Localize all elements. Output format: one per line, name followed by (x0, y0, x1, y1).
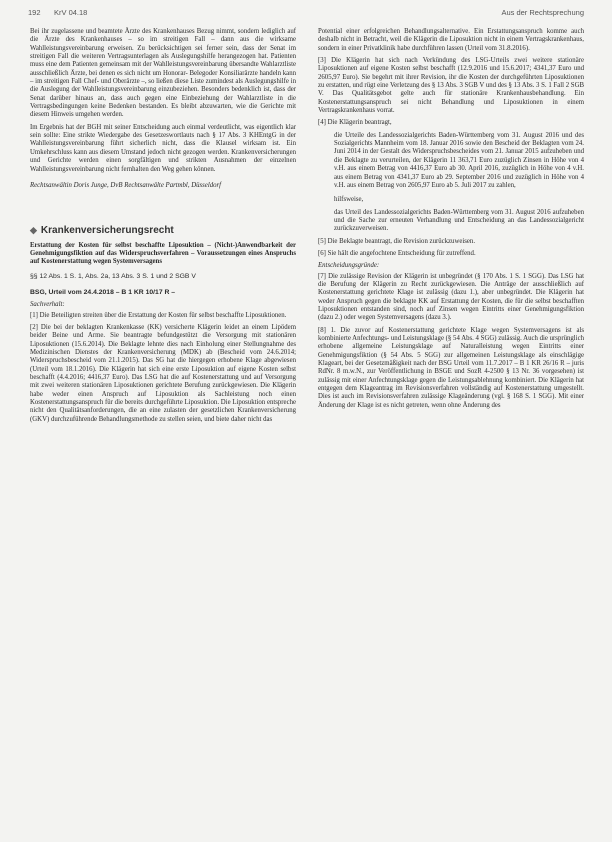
court-citation: BSG, Urteil vom 24.4.2018 – B 1 KR 10/17 R – (30, 288, 176, 296)
paragraph: [5] Die Beklagte beantragt, die Revision zurückzuweisen. (318, 237, 476, 245)
paragraph: [2] Die bei der beklagten Krankenkasse (KK) versicherte Klägerin leidet an einem Lipödem beider Beine und Arme. Sie beantragte befundgestützt die Versorgung mit stationären Liposuktionen (15.6.2014). Die Beklagte lehnte dies nach Einholung einer Stellungnahme des Medizinischen Dienstes der Krankenversicherung (MDK) ab (Bescheid vom 24.6.2014; Widerspruchsbescheid vom 21.1.2015). Das SG hat die hiergegen erhobene Klage abgewiesen (Urteil vom 18.1.2016). Die Klägerin hat sich eine erste Liposuktion auf eigene Kosten selbst beschafft (4.4.2016; 4416,37 Euro). Das LSG hat die auf Kostenerstattung und auf Versorgung mit zwei weiteren stationären Liposuktionen gerichtete Berufung zurückgewiesen. Die Klägerin habe weder einen Anspruch auf Liposuktion als Sachleistung noch einen Kostenerstattungsanspruch für die bereits durchgeführte Liposuktion. Die Liposuktion entspreche nicht den Qualitätsanforderungen, die an eine zulasten der gesetzlichen Krankenversicherung (GKV) durchzuführende Behandlungsmethode zu stellen seien, und biete daher nicht das (30, 323, 296, 423)
paragraph: [3] Die Klägerin hat sich nach Verkündung des LSG-Urteils zwei weitere stationäre Liposuktionen auf eigene Kosten selbst beschafft (12.9.2016 und 15.6.2017; 4341,37 Euro und 2605,97 Euro). Sie begehrt mit ihrer Revision, ihr die Kosten der durchgeführten Liposuktionen zu erstatten, und rügt eine Verletzung des § 13 Abs. 3 SGB V und des § 13 Abs. 3 S. 1 Fall 2 SGB V. Das Qualitätsgebot gelte auch für stationäre Krankenhausbehandlung. Ein Kostenerstattungsanspruch sei nicht Behandlung und Liposuktionen in einem Vertragskrankenhaus vorrat. (318, 57, 585, 115)
paragraph: Potential einer erfolgreichen Behandlungsalternative. Ein Erstattungsanspruch komme auch deshalb nicht in Betracht, weil die Klägerin die Liposuktion nicht in einem Vertragskrankenhaus, sondern in einer Privatklinik habe durchführen lassen (Urteil vom 31.8.2016). (318, 28, 584, 52)
paragraph: [6] Sie hält die angefochtene Entscheidung für zutreffend. (318, 249, 476, 257)
hilfsweise-label: hilfsweise, (334, 196, 364, 204)
tenor: das Urteil des Landessozialgerichts Baden-Württemberg vom 31. August 2016 aufzuheben und die Sache zur erneuten Verhandlung und Entscheidung an das Landessozialgericht zurückzuverweisen. (334, 208, 584, 233)
left-column (30, 28, 296, 428)
author-signature: Rechtsanwältin Doris Junge, DvB Rechtsanwälte Partmbl, Düsseldorf (30, 181, 222, 189)
diamond-icon: ◆ (30, 225, 37, 236)
statute-reference: §§ 12 Abs. 1 S. 1, Abs. 2a, 13 Abs. 3 S. 1 und 2 SGB V (30, 272, 196, 280)
page-number: 192 (28, 8, 41, 17)
tenor: die Urteile des Landessozialgerichts Baden-Württemberg vom 31. August 2016 und des Sozialgerichts Mannheim vom 18. Januar 2016 sowie den Bescheid der Beklagten vom 24. Juni 2014 in der Gestalt des Widerspruchsbescheides vom 21. Januar 2015 aufzuheben und die Beklagte zu verurteilen, der Klägerin 11 363,71 Euro zuzüglich Zinsen in Höhe von 4 v.H. aus einem Betrag von 4416,37 Euro ab 30. April 2016, zuzüglich in Höhe von 4 v.H. aus einem Betrag von 4341,37 Euro ab 29. September 2016 und zuzüglich in Höhe von 4 v.H. aus einem Betrag von 2605,97 Euro ab 5. Juli 2017 zu zahlen, (334, 131, 584, 189)
right-column (318, 28, 584, 414)
paragraph: Im Ergebnis hat der BGH mit seiner Entscheidung auch einmal verdeutlicht, was eigentlich klar sein sollte: Eine strikte Wiedergabe des Gesetzeswortlauts nach § 17 Abs. 3 KHEntgG in der Wahlleistungsvereinbarung führt sicherlich nicht, dass die Klausel wirksam ist. Ein Umkehrschluss kann aus diesem Umstand jedoch nicht gezogen werden. Krankenversicherungen und Gerichte werden einen sorgfältigen und strikten Ausnahmen der einzelnen Wahlleistungsvereinbarung nicht fernhalten den Weg gehen können. (30, 123, 296, 173)
section-heading: ◆ Krankenversicherungsrecht (30, 225, 174, 237)
paragraph: [7] Die zulässige Revision der Klägerin ist unbegründet (§ 170 Abs. 1 S. 1 SGG). Das LSG hat die Berufung der Klägerin zu Recht zurückgewiesen. Die Anträge der ausschließlich auf Kostenerstattung gerichtete Klage ist zulässig (dazu 1.), aber unbegründet. Die Klägerin hat weder Anspruch gegen die beklagte KK auf Erstattung der Kosten, die für die selbst beschafften Liposuktionen entstanden sind, noch auf Zinsen wegen Eintritts einer Genehmigungsfiktion (dazu 2.) oder wegen Systemversagens (dazu 3.). (318, 272, 584, 322)
subheading: Entscheidungsgründe: (318, 262, 380, 270)
paragraph: [4] Die Klägerin beantragt, (318, 119, 392, 127)
headnote: Erstattung der Kosten für selbst beschaffte Liposuktion – (Nicht-)Anwendbarkeit der Genehmigungsfiktion auf das Widerspruchsverfahren – Voraussetzungen eines Anspruchs auf Kostenerstattung wegen Systemversagens (30, 241, 296, 266)
paragraph: [1] Die Beteiligten streiten über die Erstattung der Kosten für selbst beschaffte Liposuktionen. (30, 311, 287, 319)
subheading: Sachverhalt: (30, 301, 65, 309)
paragraph: [8] 1. Die zuvor auf Kostenerstattung gerichtete Klage wegen Systemversagens ist als kombinierte Anfechtungs- und Leistungsklage (§ 54 Abs. 4 SGG) zulässig. Auch die ursprünglich erhobene allgemeine Leistungsklage auf Naturalleistung wegen Eintritts einer Genehmigungsfiktion (§ 54 Abs. 5 SGG) zur allgemeinen Leistungsklage als einschlägige Klageart, bei der Gesetzmäßigkeit nach der BSG Urteil vom 11.7.2017 – B 1 KR 26/16 R – juris RdNr. 8 m.w.N., zur Veröffentlichung in BSGE und SozR 4-2500 § 13 Nr. 36 vorgesehen) ist zulässig mit einer Anfechtungsklage gegen die Leistungsablehnung kombiniert. Die Klägerin hat entgegen dem Klageantrag im Revisionsverfahren vollständig auf Kostenerstattung umgestellt. Dies ist auch im Revisionsverfahren zulässige Klageänderung (vgl. § 168 S. 1 SGG). Mit einer Änderung der Klage ist es nicht getreten, wenn ohne Änderung des (318, 326, 584, 409)
section-header: Aus der Rechtsprechung (501, 8, 584, 17)
journal-issue: KrV 04.18 (54, 8, 88, 17)
running-header (28, 8, 584, 22)
paragraph: Bei ihr zugelassene und beamtete Ärzte des Krankenhauses Bezug nimmt, sondern lediglich auf die Ärzte des Krankenhauses – so im streitigen Fall – dann aus die wirksame Wahlleistungsvereinbarung erweisen. Zu berücksichtigen sei ferner sein, dass der Senat im streitigen Fall die weiteren Vertragsunterlagen als Auslegungshilfe herangezogen hat. Patienten muss eine dem Patienten gemeinsam mit der Wahlleistungsvereinbarung übersandte Wahlarztliste ausschließlich Ärzte, bei denen es sich nicht um Honorar- Belegoder Konsiliarärzte handeln kann – im streitigen Fall Chef- und Oberärzte –, so ließen diese Liste zumindest als Auslegungshilfe in die Auslegung der Wahlleistungsvereinbarung einzubeziehen. Besonders bedenklich ist, dass der Senat darüber hinaus an, dass auch gegen eine Einbeziehung der Wahlarztliste in die Vertragsbedingungen keine Bedenken bestanden. Es bleibt abzuwarten, wie die Gerichte mit diesem Hinweis umgehen werden. (30, 28, 296, 119)
